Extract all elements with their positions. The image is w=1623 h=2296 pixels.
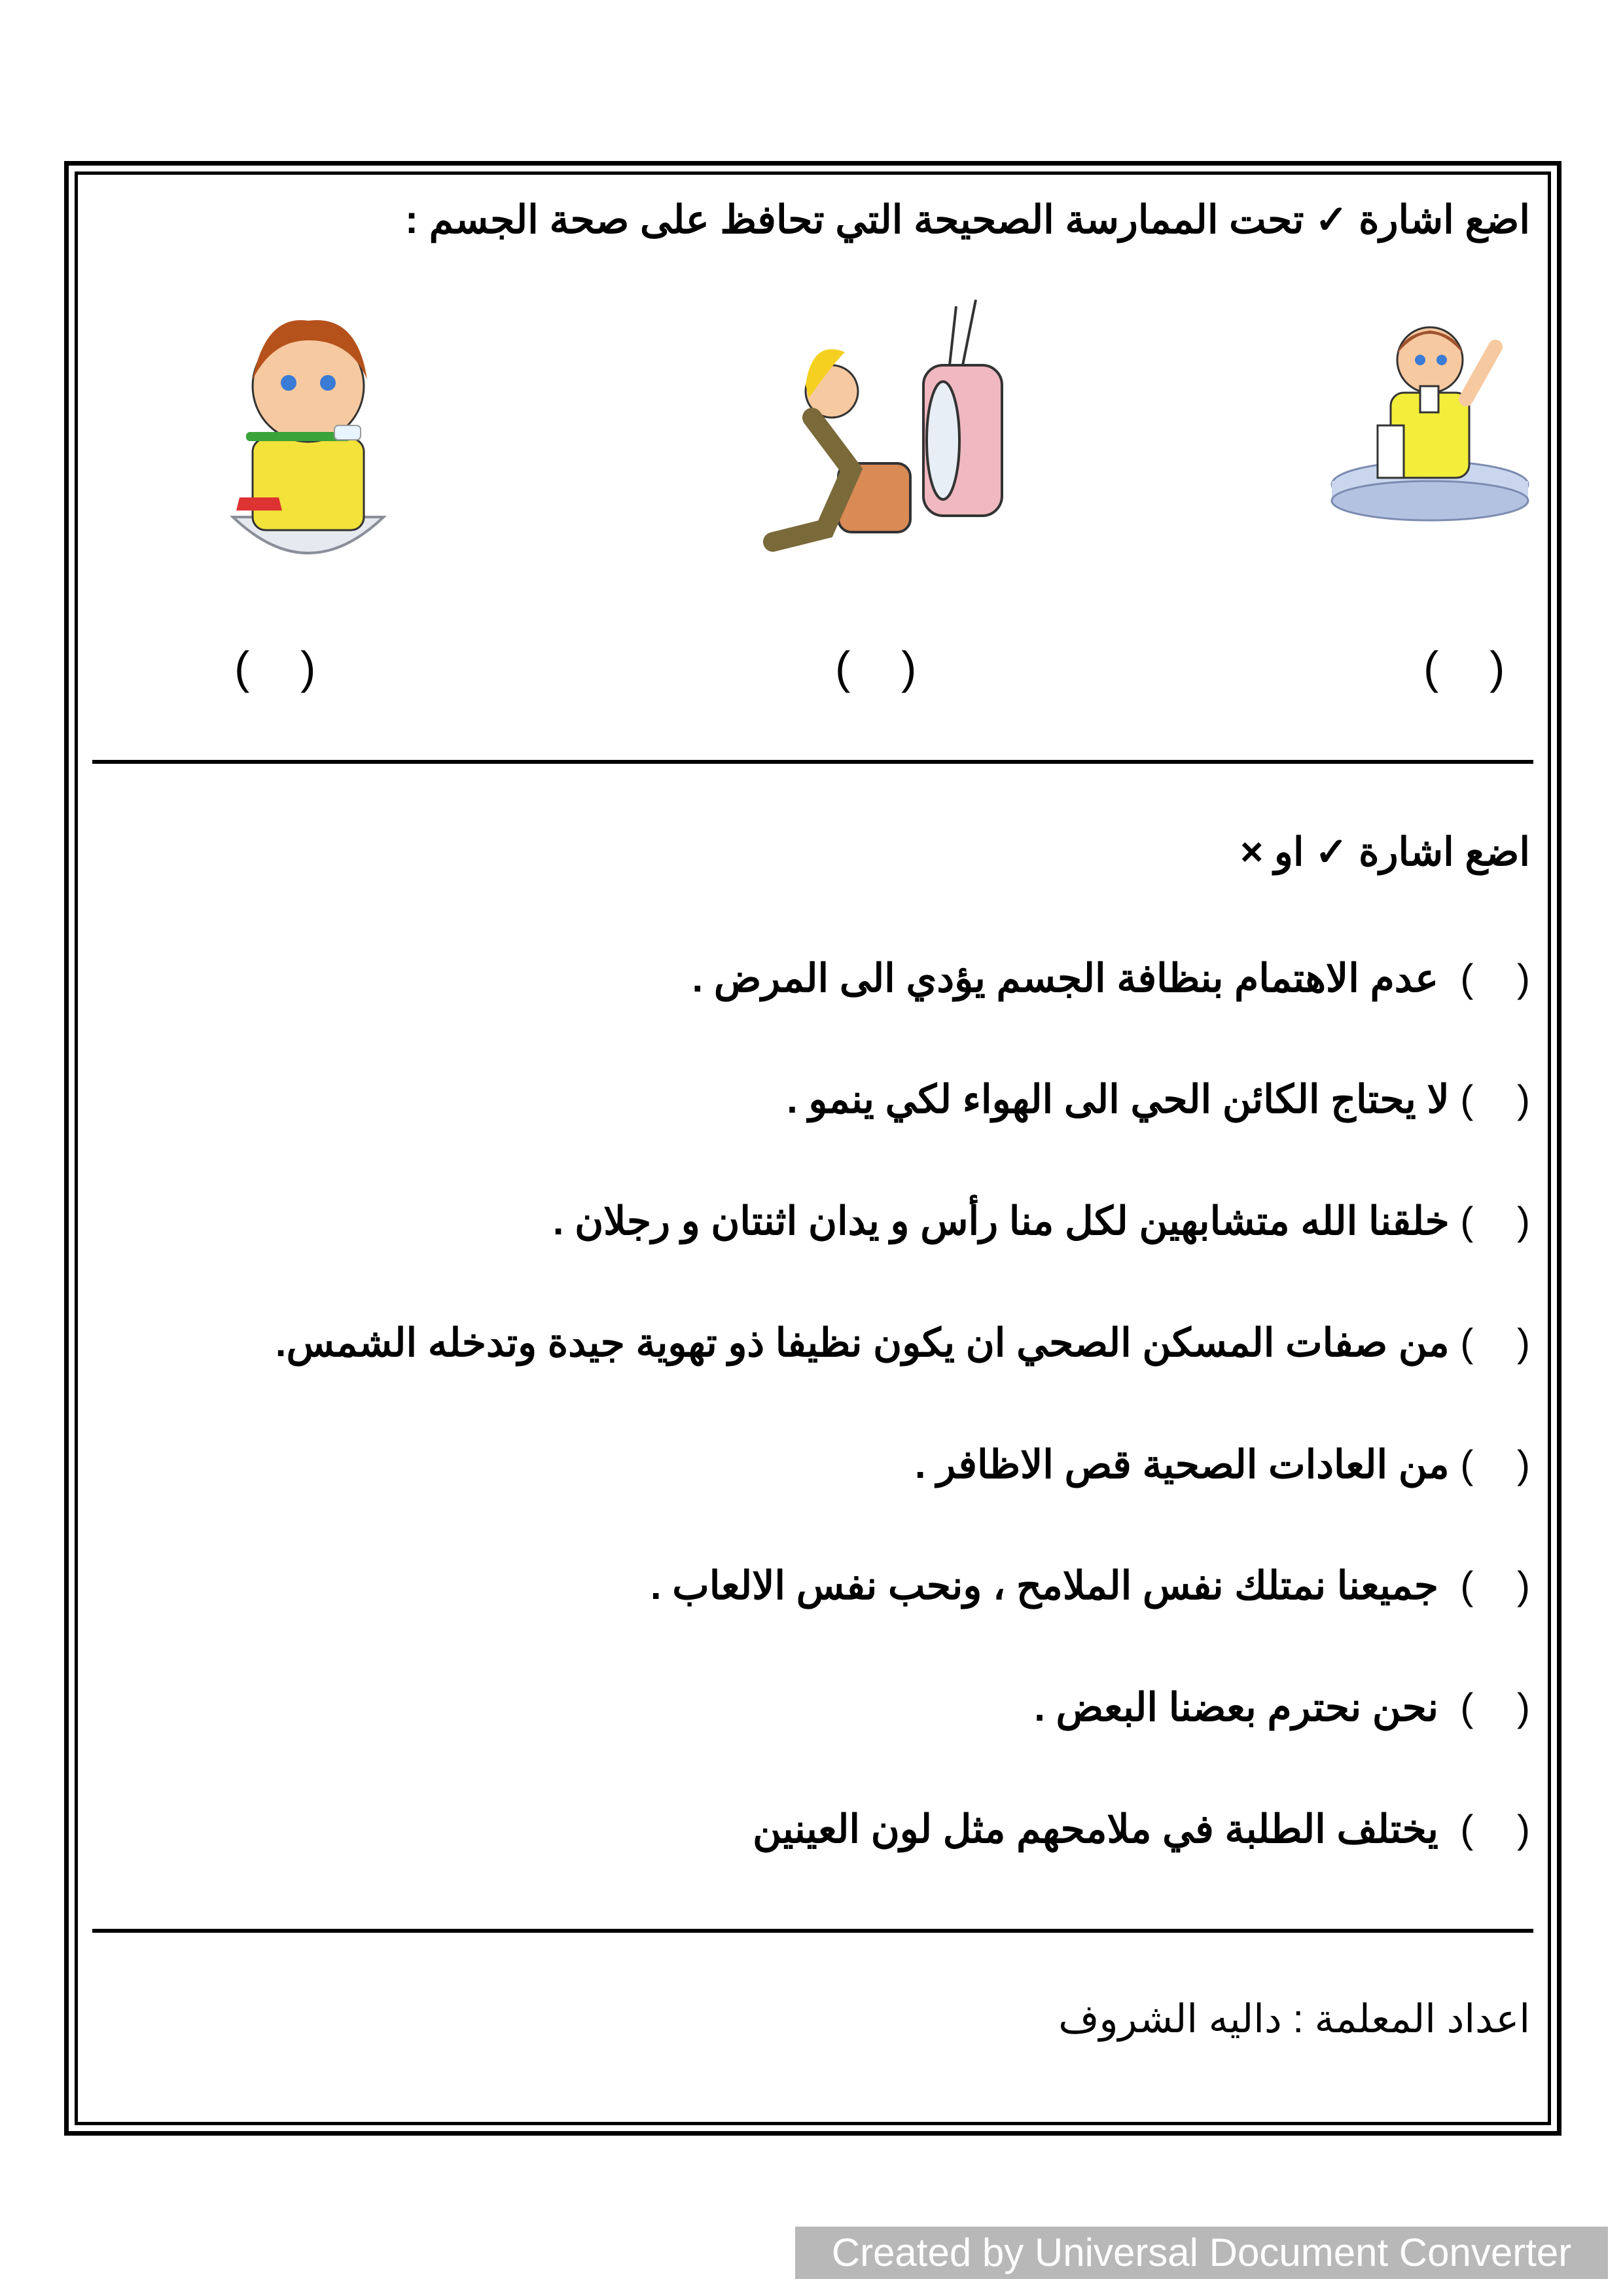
- answer-blank[interactable]: ( ): [1460, 1807, 1530, 1851]
- statement-row: [753, 1807, 1530, 1851]
- answer-blank[interactable]: ( ): [1460, 1685, 1530, 1729]
- answer-blank[interactable]: ( ): [1460, 1077, 1530, 1121]
- statement-row: [651, 1566, 1530, 1605]
- statement-row: [1034, 1685, 1530, 1729]
- answer-blank[interactable]: ( ): [1460, 1443, 1530, 1486]
- statement-row: [276, 1323, 1530, 1363]
- statement-text: من العادات الصحية قص الاظافر .: [914, 1443, 1450, 1486]
- statement-text: يختلف الطلبة في ملامحهم مثل لون العينين: [753, 1807, 1439, 1851]
- answer-blank[interactable]: ( ): [1460, 1564, 1530, 1607]
- statement-row: [552, 1199, 1530, 1243]
- answer-blank-picture-2[interactable]: ( ): [835, 642, 917, 693]
- statement-row: [787, 1077, 1530, 1121]
- answer-blank[interactable]: ( ): [1460, 1199, 1530, 1243]
- statement-text: عدم الاهتمام بنظافة الجسم يؤدي الى المرض .: [692, 956, 1439, 1000]
- answer-blank[interactable]: ( ): [1460, 956, 1530, 1000]
- answer-blank-picture-1[interactable]: ( ): [1423, 642, 1505, 693]
- boy-watching-tv-icon: [747, 293, 1015, 562]
- answer-blank[interactable]: ( ): [1460, 1321, 1530, 1365]
- boy-brushing-teeth-icon: [220, 301, 397, 573]
- section1-instruction: اضع اشارة ✓ تحت الممارسة الصحيحة التي تحافظ على صحة الجسم :: [405, 198, 1530, 242]
- statement-text: نحن نحترم بعضنا البعض .: [1034, 1685, 1439, 1729]
- statement-text: من صفات المسكن الصحي ان يكون نظيفا ذو تهوية جيدة وتدخله الشمس.: [275, 1321, 1450, 1365]
- statement-text: لا يحتاج الكائن الحي الى الهواء لكي ينمو .: [787, 1077, 1450, 1121]
- footer-divider: [92, 1929, 1533, 1933]
- statement-text: خلقنا الله متشابهين لكل منا رأس و يدان اثنتان و رجلان .: [552, 1199, 1450, 1243]
- converter-watermark: Created by Universal Document Converter: [795, 2227, 1608, 2279]
- teacher-credit: اعداد المعلمة : داليه الشروف: [1058, 1997, 1530, 2041]
- answer-blank-picture-3[interactable]: ( ): [234, 642, 316, 693]
- statement-row: [915, 1445, 1530, 1484]
- section2-instruction: اضع اشارة ✓ او ×: [1240, 830, 1530, 874]
- statement-row: [692, 956, 1530, 1000]
- statement-text: جميعنا نمتلك نفس الملامح ، ونحب نفس الالعاب .: [650, 1564, 1439, 1607]
- boy-drinking-milk-icon: [1325, 308, 1535, 524]
- section-divider: [92, 760, 1533, 764]
